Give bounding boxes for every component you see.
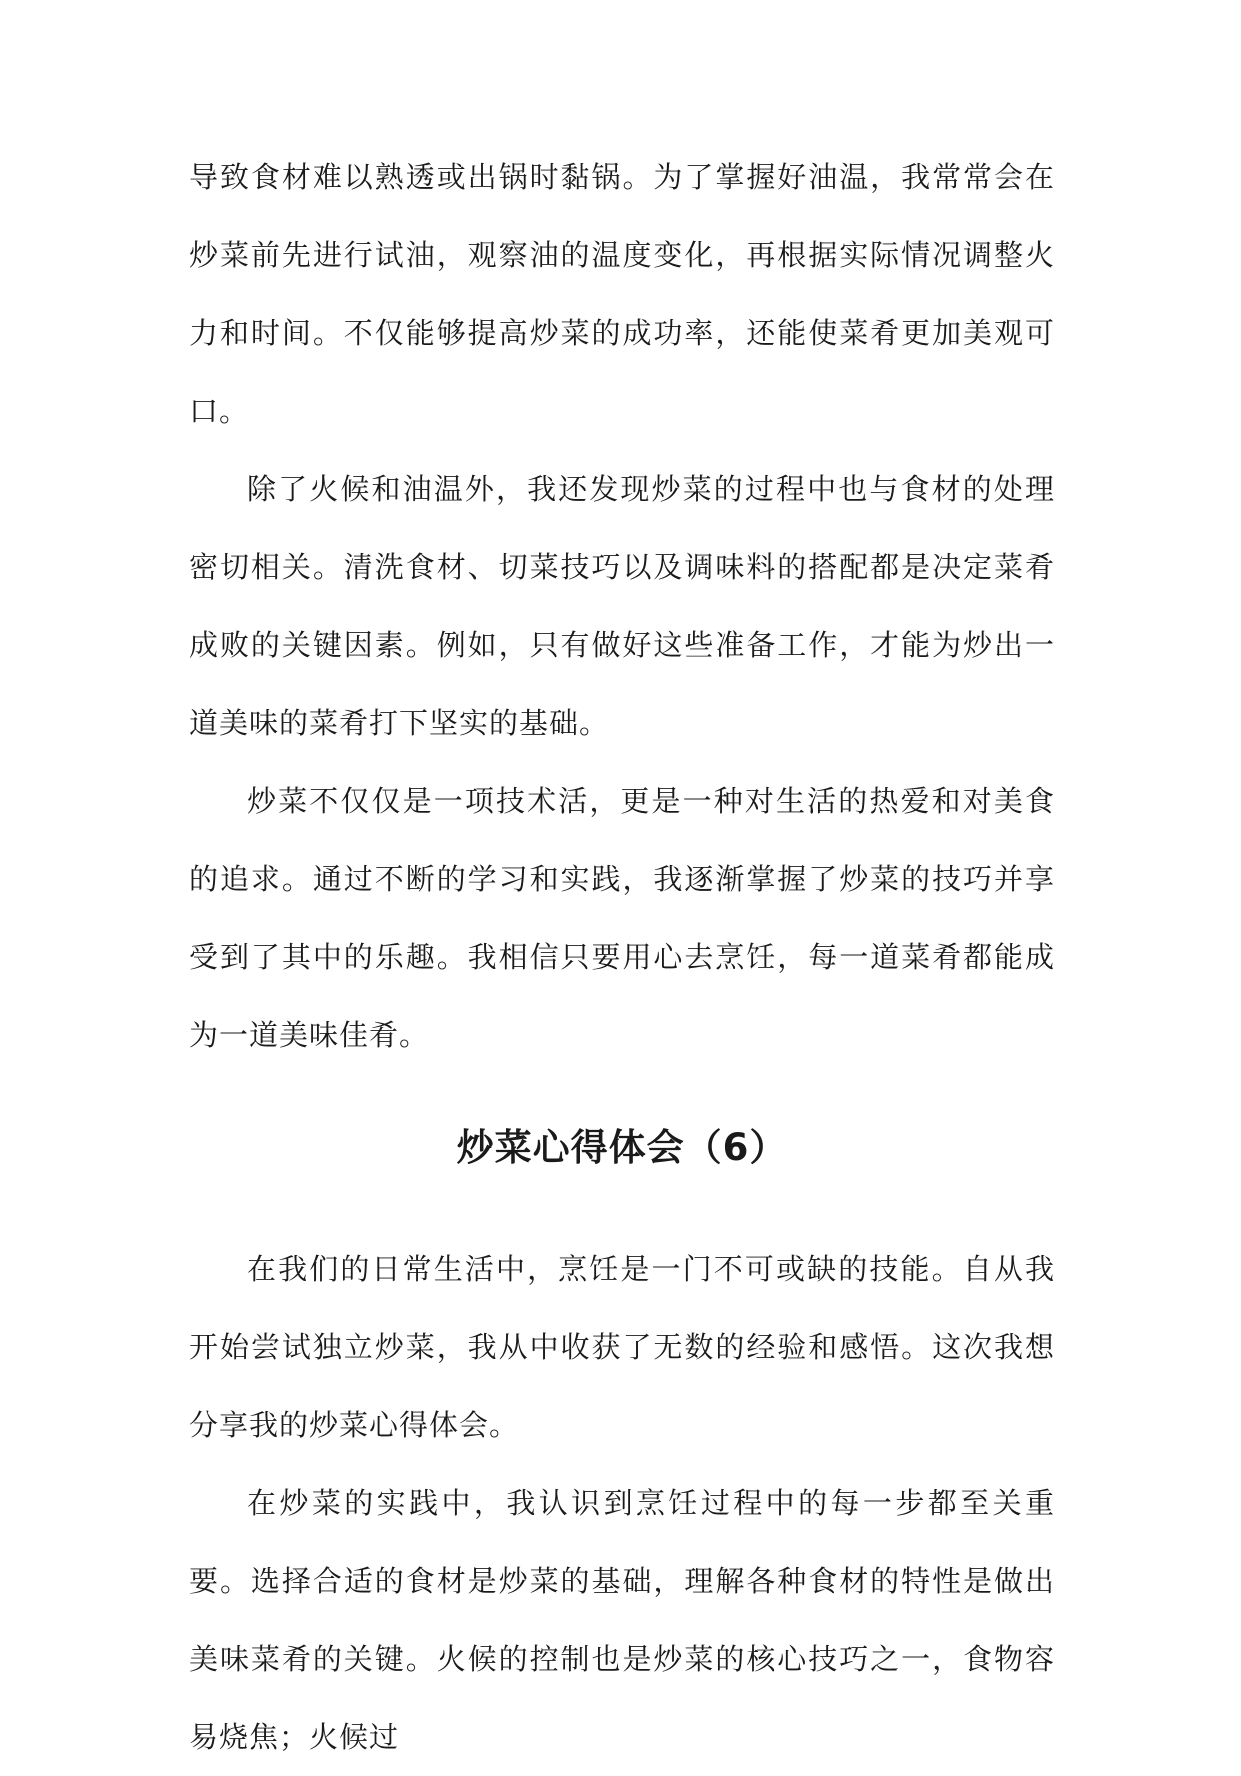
continued-paragraph: 导致食材难以熟透或出锅时黏锅。为了掌握好油温，我常常会在炒菜前先进行试油，观察油的温度变化，再根据实际情况调整火力和时间。不仅能够提高炒菜的成功率，还能使菜肴更加美观可口。 (189, 160, 1055, 428)
paragraph-heat-and-prep: 除了火候和油温外，我还发现炒菜的过程中也与食材的处理密切相关。清洗食材、切菜技巧以及调味料的搭配都是决定菜肴成败的关键因素。例如，只有做好这些准备工作，才能为炒出一道美味的菜肴打下坚实的基础。 (189, 472, 1055, 740)
paragraph-practice: 在炒菜的实践中，我认识到烹饪过程中的每一步都至关重要。选择合适的食材是炒菜的基础，理解各种食材的特性是做出美味菜肴的关键。火候的控制也是炒菜的核心技巧之一，食物容易烧焦；火候过 (189, 1486, 1055, 1754)
paragraph-intro: 在我们的日常生活中，烹饪是一门不可或缺的技能。自从我开始尝试独立炒菜，我从中收获了无数的经验和感悟。这次我想分享我的炒菜心得体会。 (189, 1252, 1055, 1442)
paragraph-love-of-cooking: 炒菜不仅仅是一项技术活，更是一种对生活的热爱和对美食的追求。通过不断的学习和实践，我逐渐掌握了炒菜的技巧并享受到了其中的乐趣。我相信只要用心去烹饪，每一道菜肴都能成为一道美味佳肴。 (189, 784, 1055, 1052)
section-title: 炒菜心得体会（6） (456, 1126, 788, 1169)
document-body (189, 138, 1055, 1776)
